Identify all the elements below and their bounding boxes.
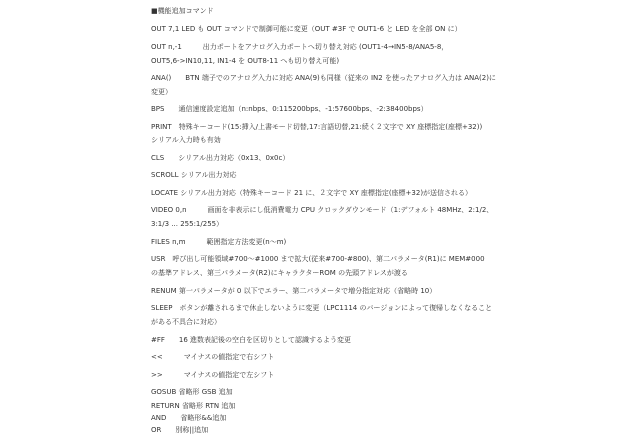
doc-line-shift-right: >> マイナスの値指定で左シフト (151, 371, 275, 379)
doc-line-gosub: GOSUB 省略形 GSB 追加 (151, 388, 233, 396)
doc-line-ana-cont: 変更） (151, 88, 172, 96)
doc-line-out-n-cont: OUT5,6->IN10,11, IN1-4 を OUT8-11 へも切り替え可能) (151, 57, 340, 65)
doc-line-or: OR 別称||追加 (151, 426, 209, 434)
doc-line-sleep: SLEEP ボタンが離されるまで休止しないように変更（LPC1114 のバージョンによって復帰しなくなること (151, 304, 493, 312)
doc-line-video-cont: 3:1/3 ... 255:1/255） (151, 220, 224, 228)
doc-line-files: FILES n,m 範囲指定方法変更(n〜m) (151, 238, 287, 246)
doc-line-video: VIDEO 0,n 画面を非表示にし低消費電力 CPU クロックダウンモード（1:デフォルト 48MHz、2:1/2、 (151, 206, 494, 214)
doc-line-print: PRINT 特殊キーコード(15:挿入/上書モード切替,17:言語切替,21:続く２文字で XY 座標指定(座標+32)) (151, 123, 483, 131)
doc-line-shift-left: << マイナスの値指定で右シフト (151, 353, 275, 361)
doc-line-print-cont: シリアル入力時も有効 (151, 136, 221, 144)
doc-line-usr-cont: の基準アドレス、第三パラメータ(R2)にキャラクターROM の先頭アドレスが渡る (151, 269, 408, 277)
doc-line-locate: LOCATE シリアル出力対応（特殊キーコード 21 に、２文字で XY 座標指定(座標+32)が送信される） (151, 189, 473, 197)
doc-line-hex: #FF 16 進数表記後の空白を区切りとして認識するよう変更 (151, 336, 352, 344)
doc-line-sleep-cont: がある不具合に対応） (151, 318, 221, 326)
doc-line-out-led: OUT 7,1 LED も OUT コマンドで制御可能に変更（OUT #3F で OUT1-6 と LED を全部 ON に） (151, 25, 462, 33)
doc-line-return: RETURN 省略形 RTN 追加 (151, 402, 236, 410)
doc-line-bps: BPS 通信速度設定追加（n:nbps、0:115200bps、-1:57600bps、-2:38400bps） (151, 105, 428, 113)
doc-line-cls: CLS シリアル出力対応（0x13、0x0c） (151, 154, 290, 162)
doc-line-out-n: OUT n,-1 出力ポートをアナログ入力ポートへ切り替え対応 (OUT1-4→IN5-8/ANA5-8， (151, 43, 449, 51)
section-heading: ■機能追加コマンド (151, 7, 214, 15)
doc-line-and: AND 省略形&&追加 (151, 414, 227, 422)
doc-line-ana: ANA() BTN 端子でのアナログ入力に対応 ANA(9)も同様（従来の IN2 を使ったアナログ入力は ANA(2)に (151, 74, 496, 82)
doc-line-renum: RENUM 第一パラメータが 0 以下でエラー、第二パラメータで増分指定対応（省略時 10） (151, 287, 437, 295)
doc-line-scroll: SCROLL シリアル出力対応 (151, 171, 237, 179)
doc-line-usr: USR 呼び出し可能領域#700〜#1000 まで拡大(従来#700-#800)、第二パラメータ(R1)に MEM#000 (151, 255, 485, 263)
